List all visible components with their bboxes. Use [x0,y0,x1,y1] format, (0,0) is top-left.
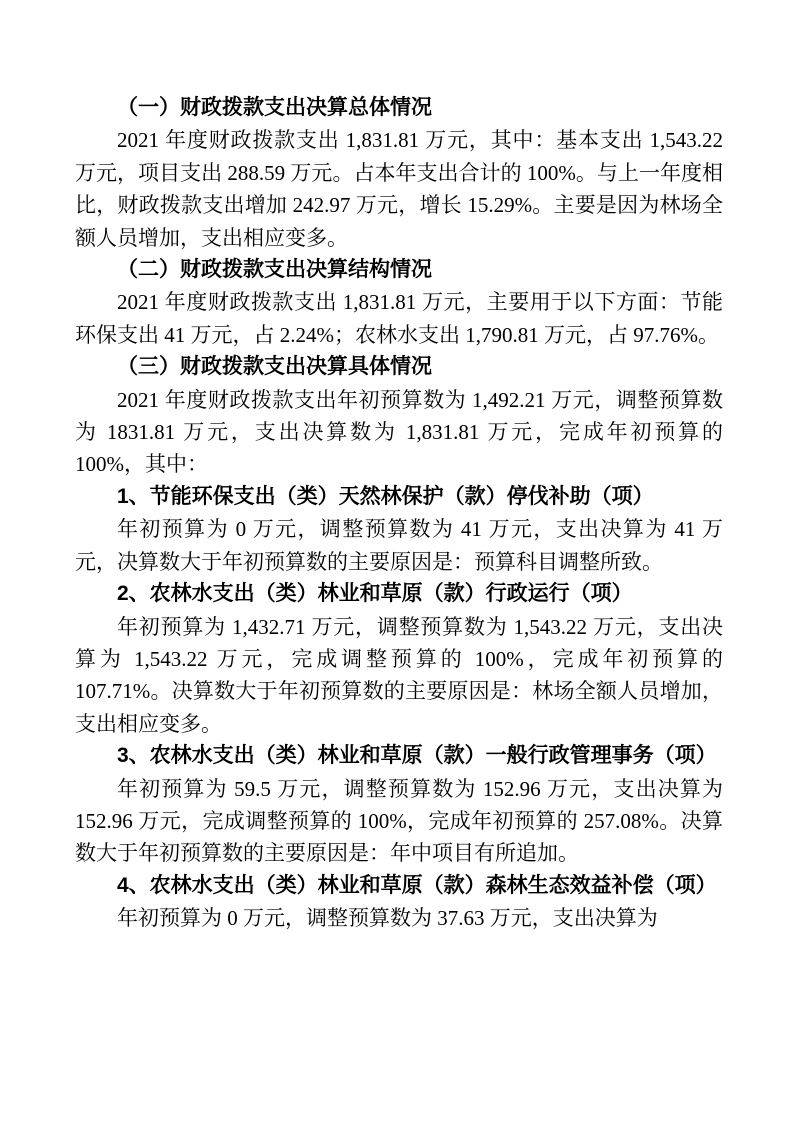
heading-section-1-overall: （一）财政拨款支出决算总体情况 [117,96,432,119]
paragraph-item-1-energy-conservation: 年初预算为 0 万元，调整预算数为 41 万元，支出决算为 41 万元，决算数大于年初预算数的主要原因是：预算科目调整所致。 [75,517,723,574]
paragraph-section-2-structure: 2021 年度财政拨款支出 1,831.81 万元，主要用于以下方面：节能环保支出 41 万元，占 2.24%；农林水支出 1,790.81 万元，占 97.76%。 [75,290,723,347]
paragraph-item-3-general-admin: 年初预算为 59.5 万元，调整预算数为 152.96 万元，支出决算为 152.96 万元，完成调整预算的 100%，完成年初预算的 257.08%。决算数大于年初预算数的主要原因是：年中项目有所追加。 [75,776,723,866]
paragraph-item-2-admin-operation: 年初预算为 1,432.71 万元，调整预算数为 1,543.22 万元，支出决算为 1,543.22 万元，完成调整预算的 100%，完成年初预算的 107.71%。决算数大于年初预算数的主要原因是：林场全额人员增加，支出相应变多。 [75,614,723,736]
heading-item-2-admin-operation: 2、农林水支出（类）林业和草原（款）行政运行（项） [117,582,633,606]
paragraph-section-1-overall: 2021 年度财政拨款支出 1,831.81 万元，其中：基本支出 1,543.22 万元，项目支出 288.59 万元。占本年支出合计的 100%。与上一年度相比，财政拨款支出增加 242.97 万元，增长 15.29%。主要是因为林场全额人员增加，支出相应变多。 [75,128,723,250]
document-content [75,92,723,935]
paragraph-section-3-details: 2021 年度财政拨款支出年初预算数为 1,492.21 万元，调整预算数为 1831.81 万元，支出决算数为 1,831.81 万元，完成年初预算的 100%，其中： [75,387,723,477]
heading-item-1-energy-conservation: 1、节能环保支出（类）天然林保护（款）停伐补助（项） [117,484,654,508]
paragraph-item-4-forest-ecology: 年初预算为 0 万元，调整预算数为 37.63 万元，支出决算为 [117,906,658,931]
heading-section-2-structure: （二）财政拨款支出决算结构情况 [117,258,432,282]
heading-item-4-forest-ecology: 4、农林水支出（类）林业和草原（款）森林生态效益补偿（项） [117,873,717,897]
heading-item-3-general-admin: 3、农林水支出（类）林业和草原（款）一般行政管理事务（项） [117,744,717,768]
heading-section-3-details: （三）财政拨款支出决算具体情况 [117,355,432,379]
